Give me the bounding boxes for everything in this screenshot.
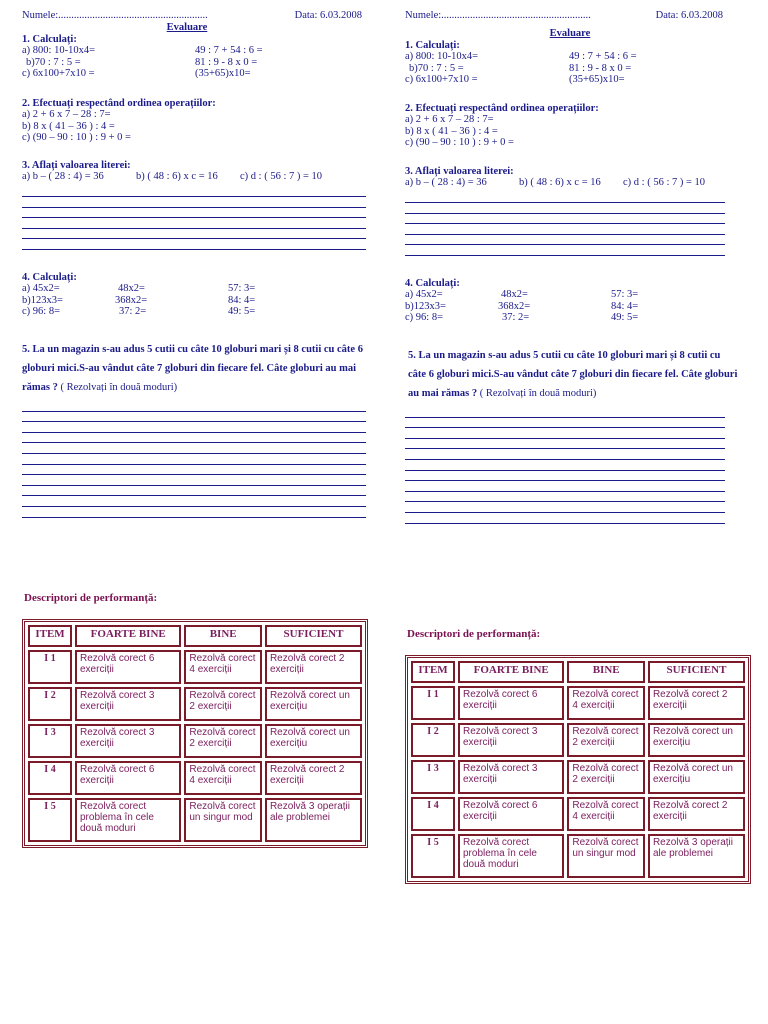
worksheet-title: Evaluare [549, 28, 591, 39]
exercise-2-item: a) 2 + 6 x 7 – 28 : 7= [405, 114, 494, 125]
exercise-4-item: 48x2= [501, 289, 528, 300]
student-name-field[interactable]: Numele:......................................................... [405, 10, 591, 21]
exercise-3-title: 3. Aflați valoarea literei: [22, 160, 131, 171]
exercise-1-item: 49 : 7 + 54 : 6 = [569, 51, 637, 62]
exercise-1-item: (35+65)x10= [195, 68, 251, 79]
exercise-3 [22, 160, 372, 250]
table-row [411, 760, 745, 794]
exercise-1-item: a) 800: 10-10x4= [405, 51, 478, 62]
exercise-4 [405, 278, 755, 324]
exercise-4-item: 368x2= [115, 294, 148, 306]
table-cell: Rezolvă corect problema în cele două moduri [458, 834, 564, 878]
table-cell: Rezolvă corect 2 exerciții [567, 723, 645, 757]
exercise-1-item: c) 6x100+7x10 = [22, 68, 95, 79]
exercise-4-item: 84: 4= [611, 300, 639, 312]
exercise-1-item: 81 : 9 - 8 x 0 = [195, 56, 258, 68]
table-row [411, 797, 745, 831]
table-cell: Rezolvă 3 operații ale problemei [648, 834, 745, 878]
table-cell: Rezolvă corect 2 exerciții [567, 760, 645, 794]
exercise-1-item: b)70 : 7 : 5 = [409, 62, 464, 74]
answer-lines[interactable] [405, 193, 755, 257]
table-cell: Rezolvă corect 2 exerciții [648, 686, 745, 720]
exercise-4-title: 4. Calculați: [405, 278, 460, 289]
table-row [411, 686, 745, 720]
exercise-5-problem [22, 340, 372, 397]
table-cell: Rezolvă corect 3 exerciții [458, 723, 564, 757]
worksheet-right [405, 0, 755, 1024]
exercise-2-item: c) (90 – 90 : 10 ) : 9 + 0 = [405, 137, 514, 148]
table-header-row [28, 625, 362, 647]
exercise-4-item: 57: 3= [228, 283, 256, 294]
exercise-1 [405, 40, 755, 86]
table-cell: I 5 [28, 798, 72, 842]
exercise-2 [22, 98, 372, 144]
table-cell: I 2 [28, 687, 72, 721]
descriptors-table [22, 619, 368, 848]
table-cell: Rezolvă corect 4 exerciții [567, 797, 645, 831]
exercise-5-text: 5. La un magazin s-au adus 5 cutii cu câte 10 globuri mari și 8 cutii cu câte 6 globuri mici.S-au vândut câte 7 globuri din fiecare fel. Câte globuri au mai rămas ? [408, 350, 738, 399]
table-cell: Rezolvă corect 2 exerciții [184, 687, 262, 721]
table-cell: Rezolvă corect 6 exerciții [75, 650, 181, 684]
table-cell: Rezolvă corect 6 exerciții [458, 686, 564, 720]
exercise-2-item: b) 8 x ( 41 – 36 ) : 4 = [22, 120, 115, 132]
exercise-2-item: c) (90 – 90 : 10 ) : 9 + 0 = [22, 132, 131, 143]
exercise-1-title: 1. Calculați: [22, 34, 77, 45]
table-cell: Rezolvă corect 2 exerciții [265, 761, 362, 795]
exercise-4-item: 84: 4= [228, 294, 256, 306]
table-cell: Rezolvă corect problema în cele două moduri [75, 798, 181, 842]
worksheet-header [405, 10, 745, 24]
exercise-3 [405, 166, 755, 256]
answer-lines[interactable] [22, 401, 372, 518]
table-cell: Rezolvă 3 operații ale problemei [265, 798, 362, 842]
descriptors-title: Descriptori de performanță: [407, 628, 541, 640]
table-cell: Rezolvă corect un singur mod [184, 798, 262, 842]
exercise-2 [405, 103, 755, 149]
exercise-4-item: a) 45x2= [22, 283, 60, 294]
exercise-2-item: a) 2 + 6 x 7 – 28 : 7= [22, 109, 111, 120]
table-row [28, 687, 362, 721]
table-cell: Rezolvă corect un exercițiu [265, 687, 362, 721]
date-label: Data: 6.03.2008 [294, 10, 362, 21]
table-cell: I 3 [411, 760, 455, 794]
exercise-5-note: ( Rezolvați în două moduri) [60, 382, 178, 393]
exercise-1-title: 1. Calculați: [405, 40, 460, 51]
column-header: FOARTE BINE [75, 625, 181, 647]
date-label: Data: 6.03.2008 [655, 10, 723, 21]
exercise-4-item: 368x2= [498, 300, 531, 312]
exercise-1-item: b)70 : 7 : 5 = [26, 56, 81, 68]
column-header: SUFICIENT [265, 625, 362, 647]
table-cell: Rezolvă corect un exercițiu [265, 724, 362, 758]
column-header: ITEM [28, 625, 72, 647]
exercise-4-item: c) 96: 8= [22, 306, 60, 317]
exercise-3-title: 3. Aflați valoarea literei: [405, 166, 514, 177]
table-cell: Rezolvă corect 2 exerciții [184, 724, 262, 758]
table-cell: I 3 [28, 724, 72, 758]
table-cell: Rezolvă corect 3 exerciții [75, 724, 181, 758]
exercise-1-item: a) 800: 10-10x4= [22, 45, 95, 56]
answer-lines[interactable] [22, 187, 372, 251]
table-cell: I 4 [28, 761, 72, 795]
exercise-1-item: 81 : 9 - 8 x 0 = [569, 62, 632, 74]
table-cell: Rezolvă corect 4 exerciții [184, 650, 262, 684]
descriptors-table [405, 655, 751, 884]
exercise-3-item: b) ( 48 : 6) x c = 16 [136, 171, 218, 182]
exercise-4-item: a) 45x2= [405, 289, 443, 300]
table-cell: Rezolvă corect 2 exerciții [648, 797, 745, 831]
table-cell: Rezolvă corect 3 exerciții [75, 687, 181, 721]
table-cell: I 2 [411, 723, 455, 757]
exercise-1 [22, 34, 372, 80]
column-header: BINE [184, 625, 262, 647]
exercise-3-item: a) b – ( 28 : 4) = 36 [22, 171, 104, 182]
exercise-4-item: 37: 2= [502, 312, 530, 323]
table-cell: Rezolvă corect 4 exerciții [184, 761, 262, 795]
exercise-4-item: 48x2= [118, 283, 145, 294]
exercise-5-note: ( Rezolvați în două moduri) [479, 388, 597, 399]
descriptors-title: Descriptori de performanță: [24, 592, 158, 604]
worksheet-title: Evaluare [166, 22, 208, 33]
column-header: SUFICIENT [648, 661, 745, 683]
table-cell: Rezolvă corect un singur mod [567, 834, 645, 878]
exercise-4-title: 4. Calculați: [22, 272, 77, 283]
table-row [411, 834, 745, 878]
exercise-4-item: 57: 3= [611, 289, 639, 300]
exercise-4-item: b)123x3= [22, 294, 63, 306]
column-header: FOARTE BINE [458, 661, 564, 683]
student-name-field[interactable]: Numele:......................................................... [22, 10, 208, 21]
table-cell: Rezolvă corect un exercițiu [648, 723, 745, 757]
table-row [28, 724, 362, 758]
exercise-1-item: c) 6x100+7x10 = [405, 74, 478, 85]
answer-lines[interactable] [405, 407, 735, 524]
exercise-3-item: a) b – ( 28 : 4) = 36 [405, 177, 487, 188]
table-cell: Rezolvă corect 4 exerciții [567, 686, 645, 720]
worksheet-left [22, 0, 372, 1024]
exercise-3-item: b) ( 48 : 6) x c = 16 [519, 177, 601, 188]
table-cell: Rezolvă corect 6 exerciții [458, 797, 564, 831]
exercise-2-title: 2. Efectuați respectând ordinea operațiilor: [405, 103, 599, 114]
table-cell: I 1 [411, 686, 455, 720]
exercise-4 [22, 272, 372, 318]
exercise-4-item: 49: 5= [611, 312, 639, 323]
table-row [411, 723, 745, 757]
exercise-5-text: 5. La un magazin s-au adus 5 cutii cu câte 10 globuri mari și 8 cutii cu câte 6 globuri mici.S-au vândut câte 7 globuri din fiecare fel. Câte globuri au mai rămas ? [22, 344, 363, 393]
table-cell: Rezolvă corect 3 exerciții [458, 760, 564, 794]
exercise-4-item: c) 96: 8= [405, 312, 443, 323]
table-row [28, 761, 362, 795]
column-header: ITEM [411, 661, 455, 683]
table-cell: Rezolvă corect 6 exerciții [75, 761, 181, 795]
exercise-5 [22, 340, 372, 518]
exercise-4-item: 49: 5= [228, 306, 256, 317]
exercise-1-item: 49 : 7 + 54 : 6 = [195, 45, 263, 56]
exercise-4-item: 37: 2= [119, 306, 147, 317]
exercise-3-item: c) d : ( 56 : 7 ) = 10 [623, 177, 706, 188]
exercise-3-item: c) d : ( 56 : 7 ) = 10 [240, 171, 323, 182]
exercise-4-item: b)123x3= [405, 300, 446, 312]
exercise-5-problem [405, 346, 738, 403]
table-row [28, 798, 362, 842]
exercise-2-title: 2. Efectuați respectând ordinea operațiilor: [22, 98, 216, 109]
exercise-5 [405, 346, 738, 524]
table-row [28, 650, 362, 684]
column-header: BINE [567, 661, 645, 683]
table-cell: Rezolvă corect un exercițiu [648, 760, 745, 794]
table-cell: Rezolvă corect 2 exerciții [265, 650, 362, 684]
table-cell: I 1 [28, 650, 72, 684]
table-header-row [411, 661, 745, 683]
exercise-1-item: (35+65)x10= [569, 74, 625, 85]
table-cell: I 5 [411, 834, 455, 878]
table-cell: I 4 [411, 797, 455, 831]
exercise-2-item: b) 8 x ( 41 – 36 ) : 4 = [405, 125, 498, 137]
